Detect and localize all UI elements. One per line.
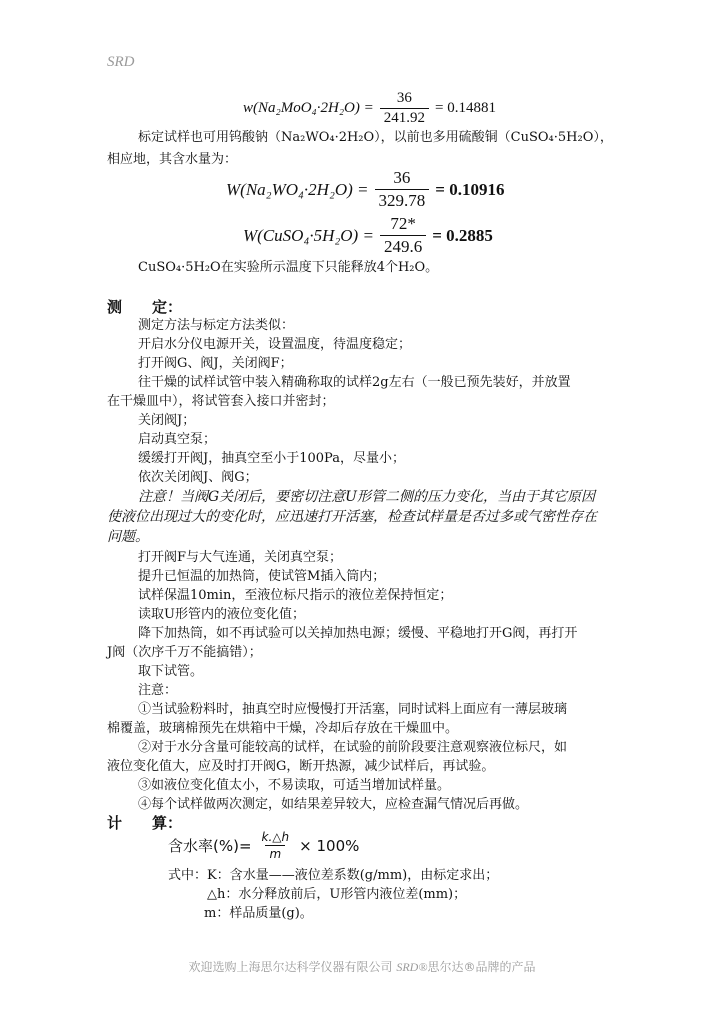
measure-line: 关闭阀J； xyxy=(138,413,196,428)
measure-line: ④每个试样做两次测定，如结果差异较大，应检查漏气情况后再做。 xyxy=(138,797,529,812)
measure-line: 打开阀F与大气连通，关闭真空泵； xyxy=(138,550,343,565)
formula-cu xyxy=(243,214,493,257)
formula-cu-den: 249.6 xyxy=(380,235,426,257)
calc-formula-den: m xyxy=(265,845,285,861)
formula-mo-result: = 0.14881 xyxy=(435,100,496,116)
warning-line: 问题。 xyxy=(107,529,149,545)
measure-line: 液位变化值大，应及时打开阀G，断开热源，减少试样后，再试验。 xyxy=(107,759,495,774)
calc-def: m：样品质量(g)。 xyxy=(204,906,313,921)
calc-formula-num: k.△h xyxy=(261,830,290,844)
measure-line: ①当试验粉料时，抽真空时应慢慢打开活塞，同时试料上面应有一薄层玻璃 xyxy=(138,702,568,717)
measure-line: 打开阀G、阀J，关闭阀F； xyxy=(138,356,293,371)
measure-line: 降下加热筒，如不再试验可以关掉加热电源；缓慢、平稳地打开G阀，再打开 xyxy=(138,626,578,641)
measure-line: 开启水分仪电源开关，设置温度，待温度稳定； xyxy=(138,337,412,352)
calc-formula xyxy=(168,830,359,861)
warning-line: 使液位出现过大的变化时，应迅速打开活塞，检查试样量是否过多或气密性存在 xyxy=(107,509,597,525)
footer-brand: SRD® xyxy=(396,960,428,974)
measure-line: 取下试管。 xyxy=(138,664,204,679)
formula-w-den: 329.78 xyxy=(375,189,430,211)
measure-line: 棉覆盖，玻璃棉预先在烘箱中干燥，冷却后存放在干燥皿中。 xyxy=(107,721,459,736)
header-logo: SRD xyxy=(107,54,135,70)
section-calc-title: 计 算： xyxy=(107,814,183,832)
formula-cu-num: 72* xyxy=(390,214,416,233)
formula-mo-lhs: w(Na₂MoO₄·2H₂O) = xyxy=(243,100,374,116)
measure-line: 在干燥皿中），将试管套入接口并密封； xyxy=(107,394,335,409)
formula-mo xyxy=(243,90,496,127)
formula-w-num: 36 xyxy=(393,168,411,187)
measure-line: 注意： xyxy=(138,683,178,698)
calc-formula-fraction xyxy=(258,830,294,861)
measure-line: 缓缓打开阀J，抽真空至小于100Pa，尽量小； xyxy=(138,451,405,466)
footer-prefix: 欢迎选购上海思尔达科学仪器有限公司 xyxy=(188,960,393,974)
measure-line: 测定方法与标定方法类似： xyxy=(138,318,295,333)
calc-formula-rhs: × 100% xyxy=(299,836,360,855)
measure-line: ②对于水分含量可能较高的试样，在试验的前阶段要注意观察液位标尺，如 xyxy=(138,740,568,755)
formula-w-fraction xyxy=(375,168,430,211)
intro-line-1: 标定试样也可用钨酸钠（Na₂WO₄·2H₂O），以前也多用硫酸铜（CuSO₄·5H₂O）， xyxy=(138,130,613,145)
measure-line: 读取U形管内的液位变化值； xyxy=(138,607,305,622)
formula-cu-lhs: W(CuSO₄·5H₂O) = xyxy=(243,225,374,245)
formula-mo-den: 241.92 xyxy=(380,108,429,127)
formula-w-lhs: W(Na₂WO₄·2H₂O) = xyxy=(226,179,369,199)
formula-mo-num: 36 xyxy=(396,90,412,106)
measure-line: 依次关闭阀J、阀G； xyxy=(138,470,258,485)
formula-cu-result: = 0.2885 xyxy=(432,225,493,245)
measure-line: ③如液位变化值太小，不易读取，可适当增加试样量。 xyxy=(138,778,451,793)
footer xyxy=(0,958,724,975)
calc-formula-lhs: 含水率(%)= xyxy=(168,837,252,855)
section-measure-title: 测 定： xyxy=(107,298,183,316)
formula-cu-fraction xyxy=(380,214,426,257)
formula-mo-fraction xyxy=(380,90,429,127)
measure-line: J阀（次序千万不能搞错）； xyxy=(107,645,262,660)
calc-def: 式中：K：含水量——液位差系数(g/mm)，由标定求出； xyxy=(168,868,499,883)
measure-line: 启动真空泵； xyxy=(138,432,217,447)
formula-w-result: = 0.10916 xyxy=(435,179,505,199)
formula-w xyxy=(226,168,504,211)
measure-line: 试样保温10min，至液位标尺指示的液位差保持恒定； xyxy=(138,588,453,603)
intro-line-2: 相应地，其含水量为： xyxy=(107,152,238,167)
warning-line: 注意！当阀G关闭后，要密切注意U形管二侧的压力变化，当由于其它原因 xyxy=(138,489,595,505)
calc-def: △h：水分释放前后，U形管内液位差(mm)； xyxy=(207,887,467,902)
measure-line: 往干燥的试样试管中装入精确称取的试样2g左右（一般已预先装好，并放置 xyxy=(138,375,571,390)
footer-suffix: 思尔达®品牌的产品 xyxy=(427,960,536,974)
note-cu: CuSO₄·5H₂O在实验所示温度下只能释放4个H₂O。 xyxy=(138,260,439,275)
measure-line: 提升已恒温的加热筒，使试管M插入筒内； xyxy=(138,569,386,584)
